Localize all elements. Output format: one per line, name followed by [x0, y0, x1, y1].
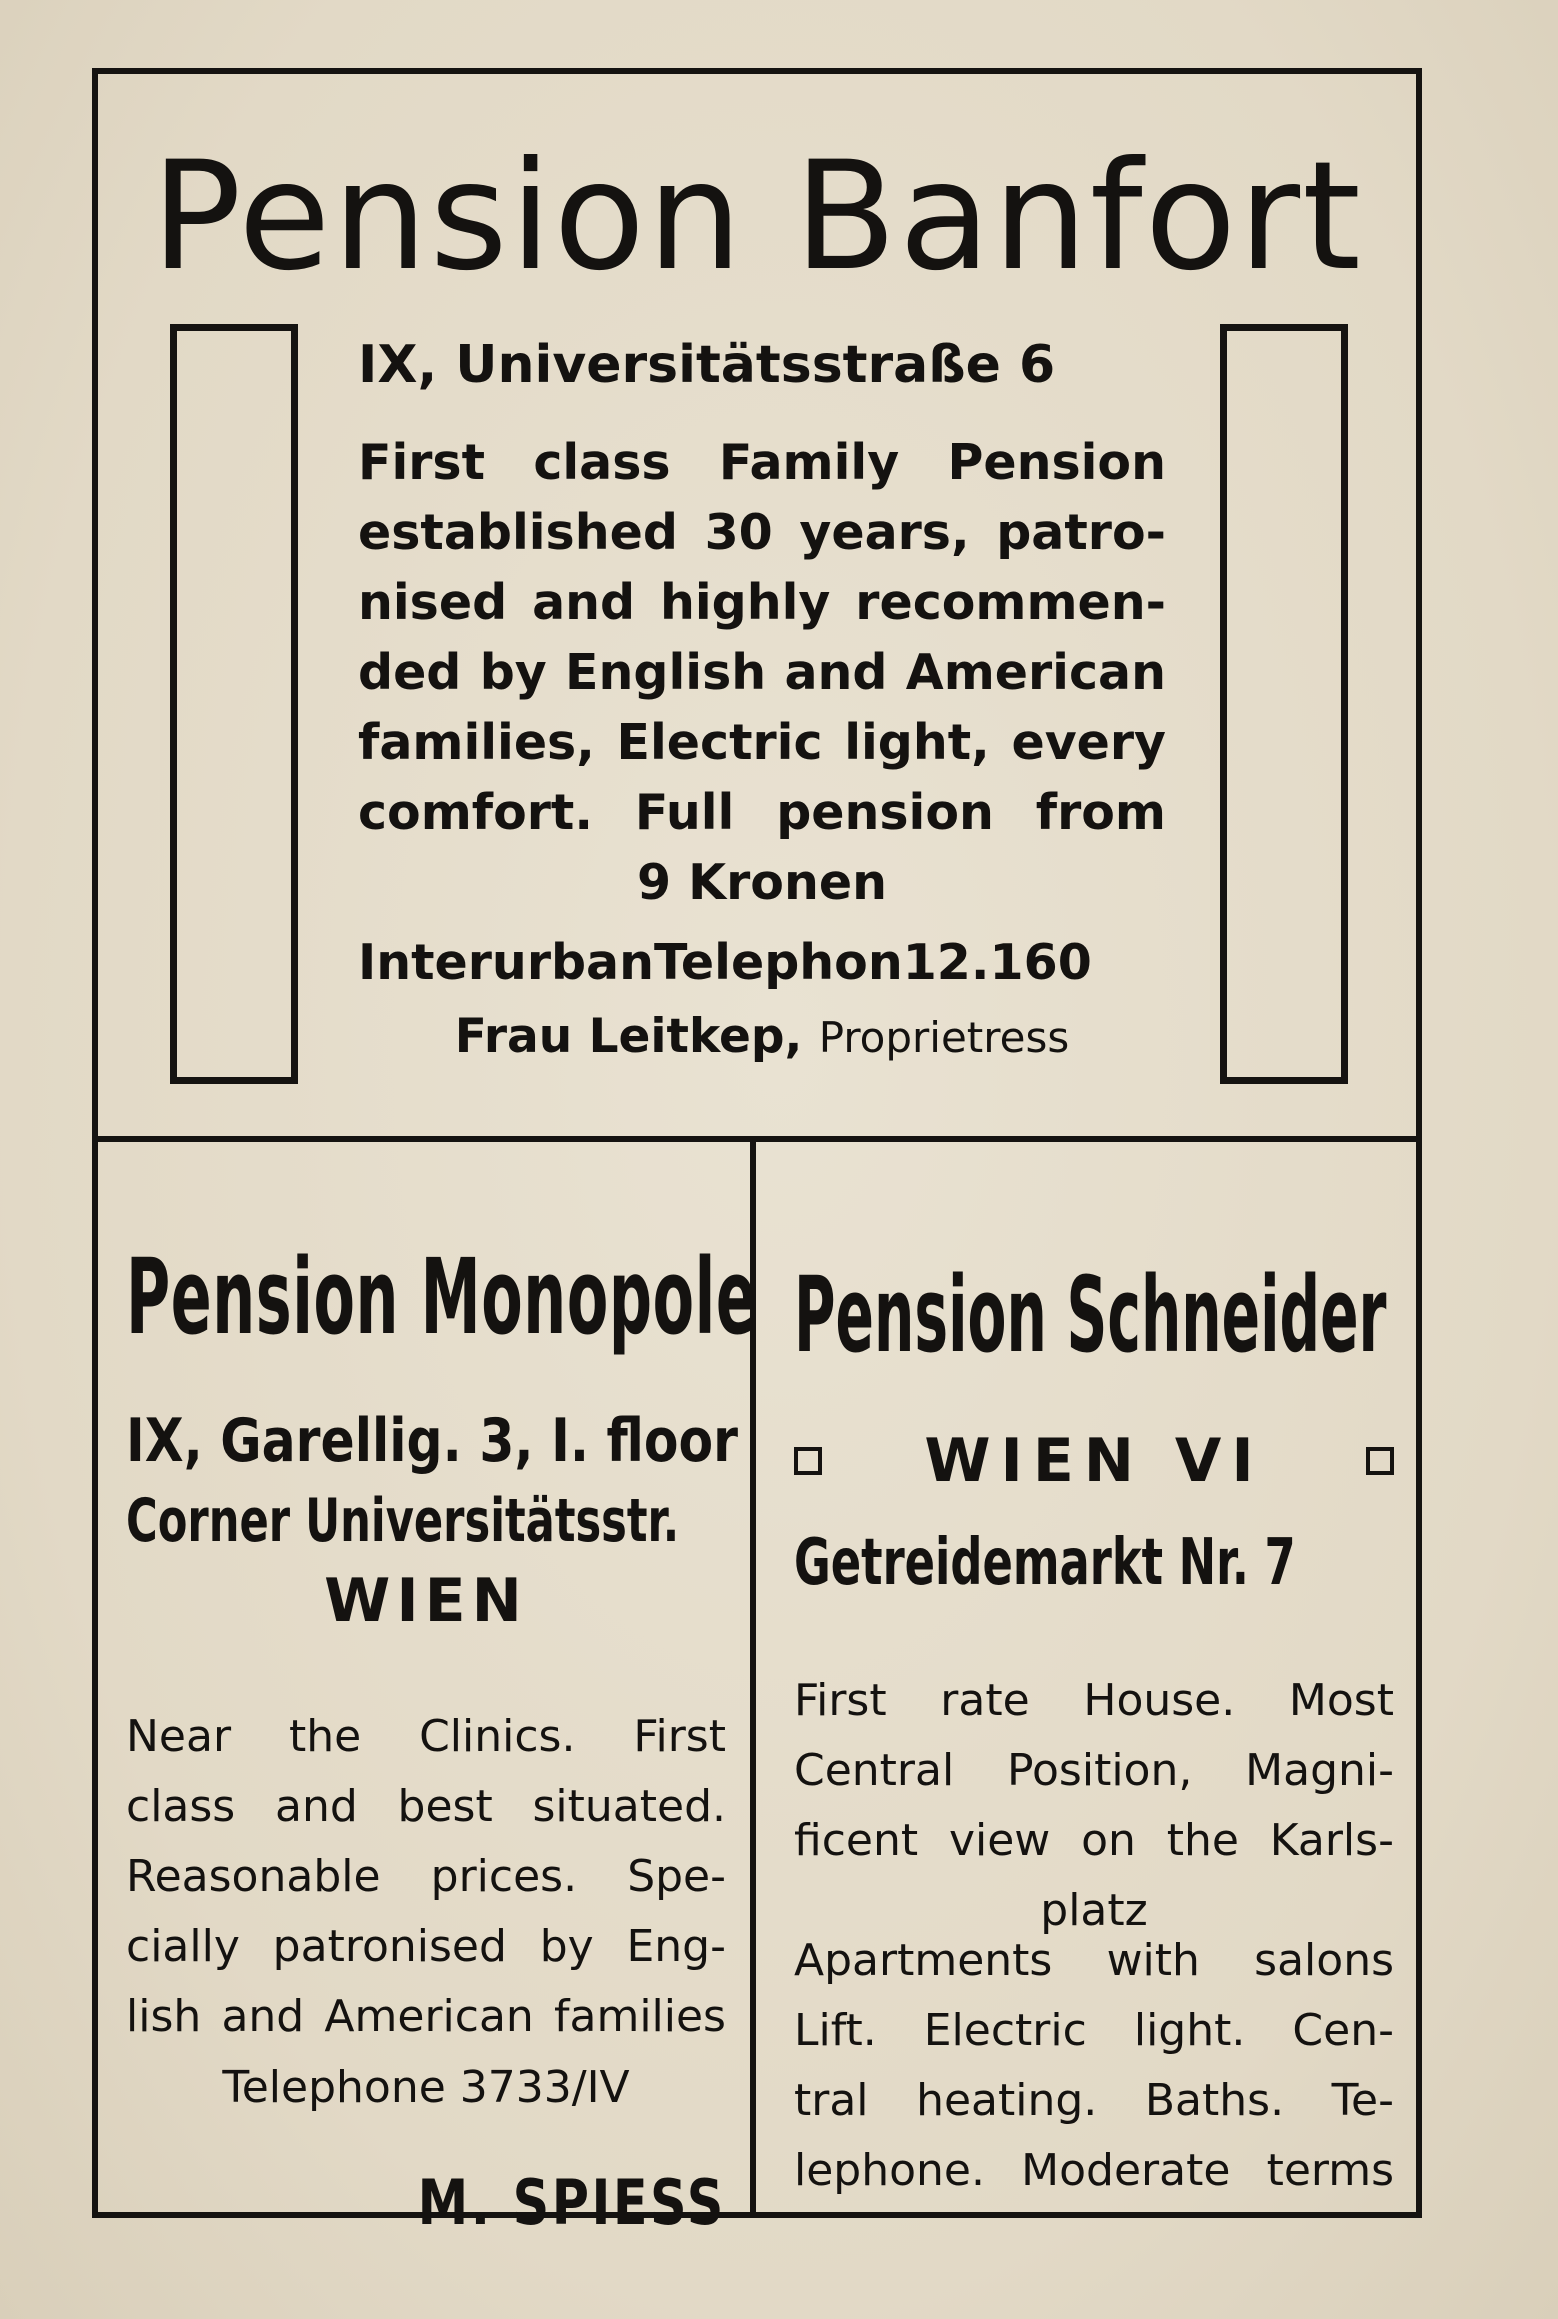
- word: Reasonable: [126, 1851, 381, 1902]
- banfort-description-line: [358, 568, 1166, 638]
- word: Family: [718, 434, 900, 491]
- schneider-description-line: [794, 2136, 1394, 2206]
- schneider-description-line: [794, 1736, 1394, 1806]
- word: and: [275, 1781, 358, 1832]
- word: and: [784, 644, 888, 701]
- word: Baths.: [1144, 2075, 1285, 2126]
- monopole-title: Pension Monopole: [126, 1236, 758, 1358]
- word: prices.: [430, 1851, 578, 1902]
- word: tral: [794, 2075, 869, 2126]
- word: English: [565, 644, 767, 701]
- word: view: [948, 1815, 1051, 1866]
- word: Te-: [1331, 2075, 1394, 2126]
- word: Eng-: [626, 1921, 726, 1972]
- word: pension: [776, 784, 994, 841]
- banfort-proprietor-line: [358, 1002, 1166, 1073]
- word: 30: [704, 504, 773, 561]
- word: Spe-: [627, 1851, 726, 1902]
- schneider-description-line: [794, 1666, 1394, 1736]
- word: the: [288, 1711, 362, 1762]
- square-ornament-icon: [794, 1447, 822, 1475]
- banfort-telephone: [358, 928, 1166, 998]
- word: on: [1081, 1815, 1136, 1866]
- banfort-description-line: [358, 638, 1166, 708]
- right-ornament-bar: [1220, 324, 1348, 1084]
- word: Interurban: [358, 934, 655, 991]
- word: lish: [126, 1991, 202, 2042]
- monopole-description-line: [126, 1772, 726, 1842]
- word: rate: [940, 1675, 1030, 1726]
- word: Telephon: [654, 934, 903, 991]
- word: highly: [660, 574, 831, 631]
- word: patronised: [272, 1921, 507, 1972]
- schneider-description-line: [794, 1926, 1394, 1996]
- bottom-ads: [98, 1136, 1416, 2239]
- word: the: [1166, 1815, 1239, 1866]
- word: patro-: [996, 504, 1166, 561]
- monopole-telephone: Telephone 3733/IV: [222, 2062, 630, 2113]
- schneider-city: WIEN VI: [924, 1426, 1264, 1496]
- word: Near: [126, 1711, 232, 1762]
- word: class: [126, 1781, 236, 1832]
- word: ded: [358, 644, 462, 701]
- advertisement-frame: [92, 68, 1422, 2239]
- banfort-ad: [98, 74, 1416, 1142]
- word: Magni-: [1245, 1745, 1394, 1796]
- schneider-title: Pension Schneider: [794, 1254, 1387, 1376]
- banfort-description: [358, 428, 1166, 848]
- schneider-description-line: platz: [1040, 1885, 1148, 1936]
- monopole-owner: M. SPIESS: [417, 2166, 726, 2239]
- word: Most: [1288, 1675, 1394, 1726]
- word: Full: [634, 784, 735, 841]
- word: by: [539, 1921, 594, 1972]
- banfort-address: IX, Universitätsstraße 6: [358, 335, 1056, 395]
- word: lephone.: [794, 2145, 985, 2196]
- monopole-corner: Corner Universitätsstr.: [126, 1486, 680, 1556]
- word: comfort.: [358, 784, 593, 841]
- monopole-description: [126, 1702, 726, 2052]
- word: First: [794, 1675, 887, 1726]
- word: Karls-: [1269, 1815, 1394, 1866]
- word: light,: [844, 714, 990, 771]
- banfort-description-line: [358, 708, 1166, 778]
- word: by: [479, 644, 547, 701]
- banfort-description-line: [358, 428, 1166, 498]
- word: American: [905, 644, 1166, 701]
- schneider-description-b: [794, 1926, 1394, 2206]
- word: American: [324, 1991, 534, 2042]
- schneider-street: Getreidemarkt Nr. 7: [794, 1526, 1296, 1600]
- word: Central: [794, 1745, 955, 1796]
- word: years,: [799, 504, 970, 561]
- word: Lift.: [794, 2005, 877, 2056]
- schneider-ad: [794, 1136, 1394, 2218]
- banfort-description-line: [358, 498, 1166, 568]
- banfort-description-line: [358, 778, 1166, 848]
- word: and: [532, 574, 636, 631]
- monopole-description-line: [126, 1702, 726, 1772]
- word: House.: [1083, 1675, 1236, 1726]
- schneider-description-a: [794, 1666, 1394, 1946]
- word: nised: [358, 574, 508, 631]
- square-ornament-icon: [1366, 1447, 1394, 1475]
- word: Cen-: [1292, 2005, 1394, 2056]
- monopole-description-line: [126, 1982, 726, 2052]
- word: situated.: [532, 1781, 726, 1832]
- word: best: [397, 1781, 493, 1832]
- word: Moderate: [1021, 2145, 1231, 2196]
- left-ornament-bar: [170, 324, 298, 1084]
- monopole-address: IX, Garellig. 3, I. floor: [126, 1406, 738, 1476]
- banfort-body: [358, 330, 1166, 1073]
- word: Clinics.: [419, 1711, 576, 1762]
- schneider-city-row: [794, 1426, 1394, 1496]
- banfort-title: Pension Banfort: [151, 130, 1363, 304]
- word: families,: [358, 714, 595, 771]
- word: Apartments: [794, 1935, 1053, 1986]
- word: heating.: [916, 2075, 1098, 2126]
- word: terms: [1266, 2145, 1394, 2196]
- word: Pension: [947, 434, 1166, 491]
- monopole-ad: [126, 1136, 758, 2239]
- word: and: [221, 1991, 305, 2042]
- monopole-description-line: [126, 1912, 726, 1982]
- word: First: [633, 1711, 726, 1762]
- word: every: [1011, 714, 1166, 771]
- word: First: [358, 434, 486, 491]
- banfort-proprietor: Frau Leitkep,: [454, 1009, 803, 1064]
- word: class: [533, 434, 671, 491]
- schneider-description-line: [794, 1806, 1394, 1876]
- word: light.: [1133, 2005, 1246, 2056]
- banfort-proprietor-role: Proprietress: [818, 1013, 1070, 1062]
- word: ficent: [794, 1815, 919, 1866]
- word: established: [358, 504, 678, 561]
- banfort-price: 9 Kronen: [637, 854, 887, 911]
- word: Position,: [1007, 1745, 1193, 1796]
- word: Electric: [616, 714, 823, 771]
- word: from: [1035, 784, 1166, 841]
- monopole-description-line: [126, 1842, 726, 1912]
- word: 12.160: [902, 934, 1092, 991]
- monopole-city: WIEN: [324, 1566, 528, 1636]
- word: recommen-: [855, 574, 1166, 631]
- word: families: [554, 1991, 726, 2042]
- schneider-description-line: [794, 2066, 1394, 2136]
- word: cially: [126, 1921, 240, 1972]
- word: with: [1106, 1935, 1200, 1986]
- word: Electric: [923, 2005, 1087, 2056]
- schneider-description-line: [794, 1996, 1394, 2066]
- word: salons: [1254, 1935, 1394, 1986]
